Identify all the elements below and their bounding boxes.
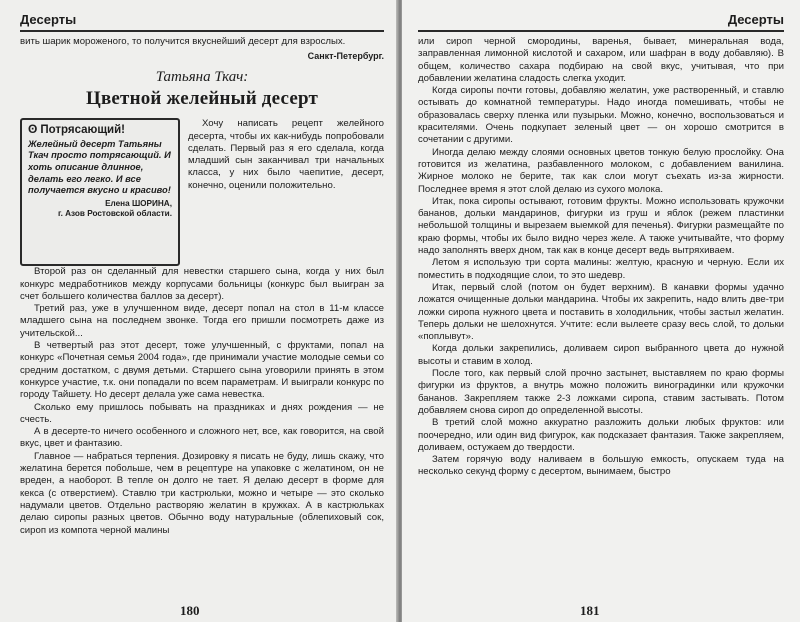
page-number: 180 [180, 603, 200, 618]
wrapped-column [188, 118, 384, 266]
body-paragraph: Сколько ему пришлось побывать на праздниках и днях рождения — не счесть. [20, 401, 384, 425]
body-paragraph: Иногда делаю между слоями основных цветов тонкую белую прослойку. Она готовится из желатина, разбавленного молоком, с добавлением ванилина. Жирное молоко не берите, так как слои могут съехать из-за жирности. Последнее время я этот слой делаю из сухого молока. [418, 146, 784, 195]
body-paragraph: Летом я использую три сорта малины: желтую, красную и черную. Если их поместить в подходящие слои, то это шедевр. [418, 257, 784, 281]
body-paragraph: или сироп черной смородины, варенья, бывает, минеральная вода, заправленная лимонной кислотой и сахаром, или шафран в воду добавляю). В общем, количество сахара подбираю на свой вкус, учитывая, что при добавлении желатина сладость слегка уходит. [418, 36, 784, 84]
intro-signature: Санкт-Петербург. [307, 51, 384, 62]
wrapped-paragraph: Хочу написать рецепт желейного десерта, чтобы их как-нибудь попробовали сделать. Первый раз я его сделала, когда младший сын заканчивал три начальных класса, у них было чаепитие, десерт, конечно, оценили положительно. [188, 118, 384, 191]
body-paragraph: Третий раз, уже в улучшенном виде, десерт попал на стол в 11-м классе младшего сына на последнем звонке. Тогда его пришли посмотреть даже из учительской... [20, 303, 384, 339]
body-paragraph: В четвертый раз этот десерт, тоже улучшенный, с фруктами, попал на конкурс «Почетная семья 2004 года», где принимали участие молодые семьи со средним достатком, с двумя детьми. Старшего сына уговорили принять в этом конкурсе участие, т.к. они попадали по всем параметрам. И выиграли конкурс по городу Тайшету. Но десерт делала уже сама невестка. [20, 340, 384, 401]
reader-callout [20, 118, 180, 266]
intro-paragraph: вить шарик мороженого, то получится вкуснейший десерт для взрослых. [20, 36, 346, 47]
body-paragraph: Когда сиропы почти готовы, добавляю желатин, уже растворенный, и ставлю остывать до комнатной температуры. Надо иногда помешивать, чтобы не образовалась сверху пленка или пузырьки. Можно, конечно, воспользоваться и красителями. Очень подкупает зеленый цвет — он хорошо смотрится в сочетании с другими. [418, 85, 784, 146]
running-head: Десерты [418, 0, 784, 32]
body-paragraph: Второй раз он сделанный для невестки старшего сына, когда у них был конкурс медработников между корпусами больницы (конкурс был выигран за счет большего количества баллов за десерт). [20, 266, 384, 302]
intro-block [20, 118, 384, 266]
callout-signature [28, 199, 172, 219]
page-number: 181 [580, 603, 600, 618]
author-name: Татьяна Ткач: [155, 69, 249, 86]
body-paragraph: После того, как первый слой прочно застынет, выставляем по краю формы фигурки из фруктов, а внутрь можно положить виноградинки или кружочки бананов. Закрепляем также 2-3 ложками сиропа, ставим застывать. Потом добавляем снова сироп до определенной высоты. [418, 368, 784, 416]
body-paragraph: Итак, первый слой (потом он будет верхним). В канавки формы удачно ложатся очищенные дольки мандарина. Чтобы их закрепить, надо влить две-три ложки сиропа нужного цвета и поставить в холодильник, чтобы застыл желатин. Теперь дольки не шелохнутся. Учтите: если вылеете сразу весь слой, то дольки «поплывут». [418, 281, 784, 343]
left-page [0, 0, 398, 622]
body-paragraph: В третий слой можно аккуратно разложить дольки любых фруктов: или поочередно, или один вид фигурок, как подсказает фантазия. Также закрепляем, доливаем, остужаем до твердости. [418, 417, 784, 453]
body-paragraph: Затем горячую воду наливаем в большую емкость, опускаем туда на несколько секунд форму с десертом, вынимаем, быстро [418, 454, 784, 478]
running-head: Десерты [20, 0, 384, 32]
body-paragraph: А в десерте-то ничего особенного и сложного нет, все, как говорится, на свой вкус, цвет и фантазию. [20, 426, 384, 450]
left-body [20, 266, 384, 537]
right-body [418, 36, 784, 479]
body-paragraph: Главное — набраться терпения. Дозировку я писать не буду, лишь скажу, что желатина берется побольше, чем в рецептуре на упаковке с желатином, он не вреден, а наоборот. В тепле он долго не тает. Я делаю десерт в форме для кекса (с отверстием). Ставлю три кастрюльки, можно и четыре — это сколько надумали цветов. Отдельно растворяю желатин в кружках. А в кастрюльках делаю сиропы разных цветов. Обычно воду натуральные (облепиховый сок, сироп из компота черной малины [20, 450, 384, 536]
callout-signature-place: г. Азов Ростовской области. [58, 208, 172, 218]
body-paragraph: Итак, пока сиропы остывают, готовим фрукты. Можно использовать кружочки бананов, дольки мандаринов, фигурки из груш и яблок (режем пластинки небольшой толщины и вырезаем выемкой для печенья). Фигурки размещайте по краю формы, чтобы их было видно через желе. А также учитывайте, что форму надо заполнять вверх дном, так как в конце десерт ведь вытряхиваем. [418, 195, 784, 257]
thumbs-up-icon: ʘ [28, 122, 38, 137]
callout-heading [28, 124, 172, 137]
callout-heading-text: Потрясающий! [40, 124, 125, 137]
body-paragraph: Когда дольки закрепились, доливаем сироп выбранного цвета до нужной высоты и ставим в холод. [418, 343, 784, 367]
right-page [402, 0, 800, 622]
recipe-title: Цветной желейный десерт [85, 88, 319, 110]
callout-text: Желейный десерт Татьяны Ткач просто потрясающий. И хоть описание длинное, делать его легко. И все получается вкусно и красиво! [28, 138, 171, 196]
callout-signature-name: Елена ШОРИНА, [105, 198, 172, 208]
